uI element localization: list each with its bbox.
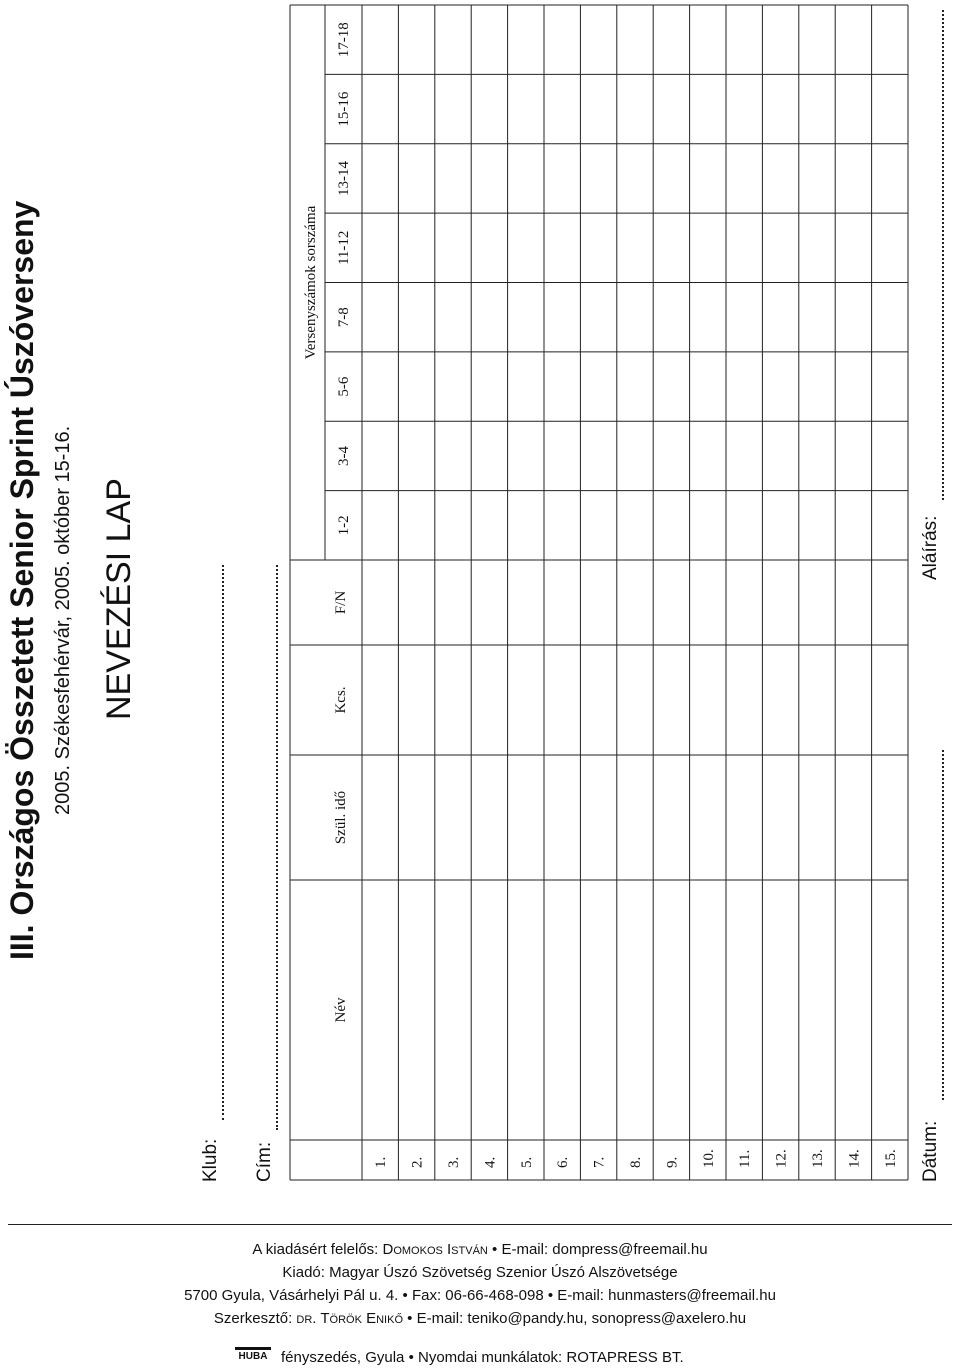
form-title: NEVEZÉSI LAP: [100, 478, 138, 720]
event-header-7-8: 7-8: [336, 307, 352, 328]
row-number: 12.: [773, 1149, 790, 1168]
event-header-11-12: 11-12: [336, 230, 352, 266]
address-label: Cím:: [254, 1141, 275, 1182]
row-number: 6.: [555, 1156, 572, 1168]
event-header-13-14: 13-14: [336, 160, 352, 196]
date-label: Dátum:: [920, 1120, 941, 1182]
footer-editor: [0, 1310, 960, 1327]
row-number: 9.: [664, 1156, 681, 1168]
signature-field[interactable]: [942, 10, 944, 500]
footer-publisher: Kiadó: Magyar Úszó Szövetség Szenior Úszó Alszövetsége: [282, 1264, 678, 1281]
event-header-17-18: 17-18: [336, 22, 352, 58]
responsible-email: • E-mail: dompress@freemail.hu: [487, 1241, 708, 1258]
row-number: 10.: [700, 1149, 717, 1168]
event-header-5-6: 5-6: [336, 376, 352, 397]
row-number: 5.: [518, 1156, 535, 1168]
row-number: 14.: [846, 1149, 863, 1168]
events-header: Versenyszámok sorszáma: [303, 205, 319, 360]
footer-responsible: [0, 1241, 960, 1258]
club-label: Klub:: [200, 1138, 221, 1182]
event-header-3-4: 3-4: [336, 445, 352, 466]
printer-line: [235, 1347, 684, 1367]
footer-address: 5700 Gyula, Vásárhelyi Pál u. 4. • Fax: 06-66-468-098 • E-mail: hunmasters@freemail.hu: [184, 1287, 776, 1304]
row-number: 8.: [628, 1156, 644, 1168]
row-number: 2.: [409, 1156, 426, 1168]
event-header-15-16: 15-16: [336, 91, 352, 127]
responsible-prefix: A kiadásért felelős:: [252, 1241, 383, 1258]
col-fn-header: F/N: [333, 590, 349, 615]
logo-text: HUBA: [238, 1350, 268, 1362]
row-number: 3.: [446, 1156, 462, 1168]
signature-label: Aláírás:: [920, 515, 941, 580]
responsible-name: Domokos István: [382, 1241, 488, 1258]
row-number: 7.: [591, 1156, 608, 1168]
event-header-1-2: 1-2: [336, 515, 352, 536]
col-birth-header: Szül. idő: [333, 790, 349, 845]
editor-email: • E-mail: teniko@pandy.hu, sonopress@axelero.hu: [403, 1310, 747, 1327]
editor-name: dr. Török Enikő: [296, 1310, 403, 1327]
date-field[interactable]: [942, 750, 944, 1100]
col-kcs-header: Kcs.: [333, 686, 349, 714]
huba-logo-icon: [235, 1347, 271, 1368]
row-number: 11.: [737, 1149, 754, 1168]
printer-text: fényszedés, Gyula • Nyomdai munkálatok: ROTAPRESS BT.: [281, 1348, 684, 1366]
footer-divider: [8, 1224, 952, 1225]
editor-prefix: Szerkesztő:: [213, 1310, 297, 1327]
row-number: 1.: [373, 1156, 390, 1168]
event-subtitle: 2005. Székesfehérvár, 2005. október 15-16.: [52, 425, 74, 815]
row-number: 13.: [810, 1149, 826, 1168]
row-number: 4.: [482, 1156, 499, 1168]
row-number: 15.: [882, 1149, 899, 1168]
col-name-header: Név: [333, 997, 349, 1023]
page-title: III. Országos Összetett Senior Sprint Úszóverseny: [4, 200, 40, 960]
